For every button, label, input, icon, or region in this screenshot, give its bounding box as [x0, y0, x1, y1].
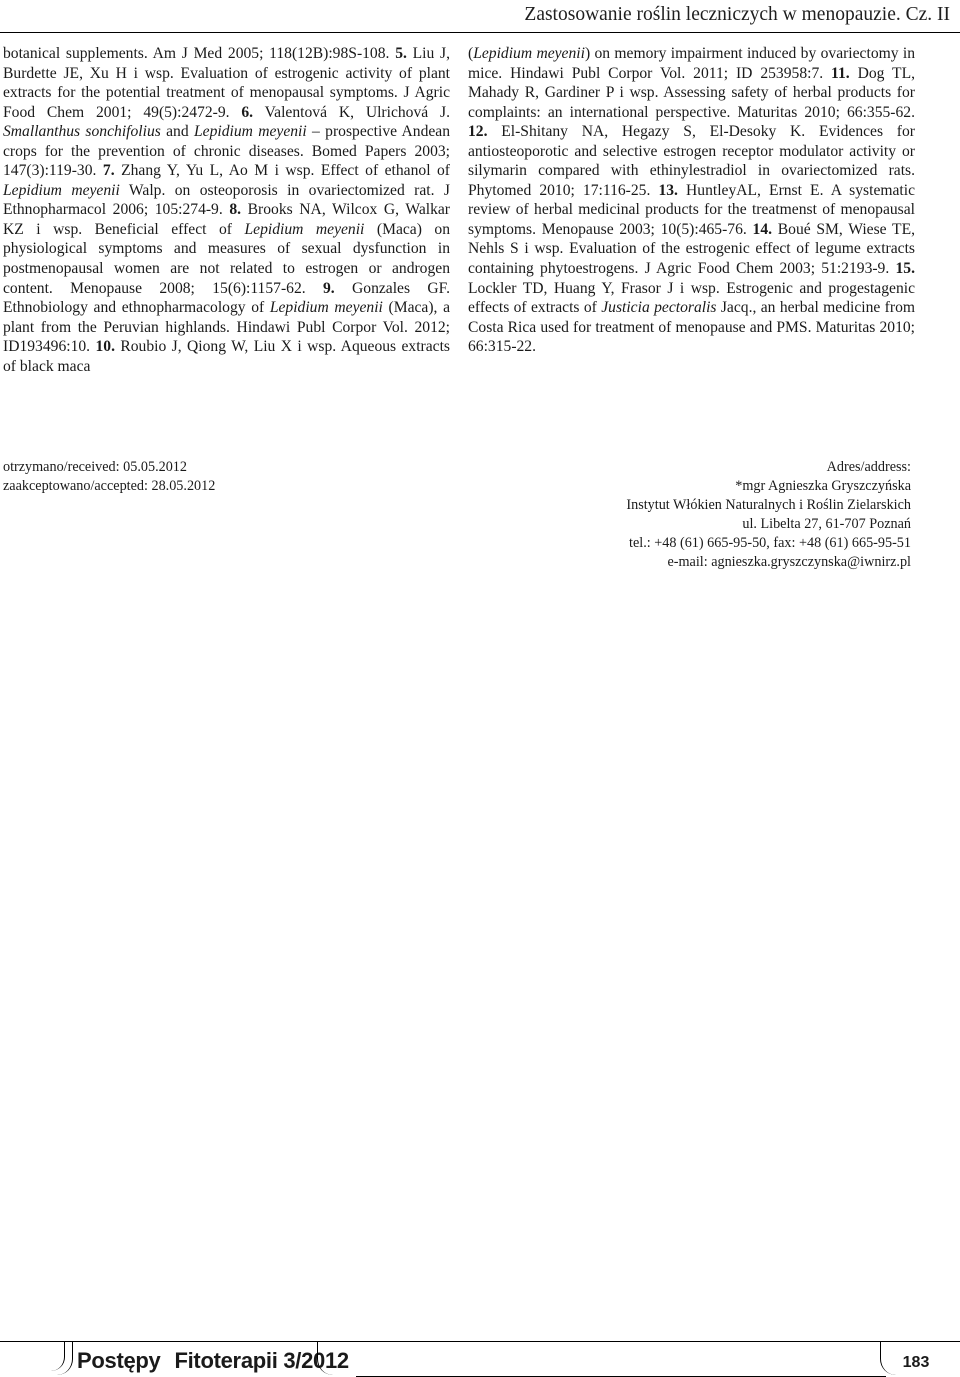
reference-text: – prospective Andean crops for the prevention of chronic diseases. Bomed Papers 2003; 147(3):119-30. [3, 123, 451, 180]
reference-number: 7. [102, 162, 115, 180]
reference-number: 15. [895, 260, 915, 278]
reference-text: El-Shitany NA, Hegazy S, El-Desoky K. Evidences for antiosteoporotic and selective estrogen receptor modulator activity or silymarin compared with ethinylestradiol in ovariectomized rats. Phytomed 2010; 17:116-25. [468, 123, 915, 199]
journal-title-issue: Fitoterapii 3/2012 [174, 1348, 349, 1373]
species-name: Lepidium meyenii [269, 299, 383, 317]
reference-text: Gonzales GF. Ethnobiology and ethnopharmacology of [3, 279, 450, 317]
journal-title [77, 1348, 349, 1374]
reference-text: and [160, 123, 194, 141]
reference-text: ( [468, 45, 474, 62]
reference-text: Liu J, Burdette JE, Xu H i wsp. Evaluation of estrogenic activity of plant extracts for the potential treatment of menopausal symptoms. J Agric Food Chem 2001; 49(5):2472-9. [3, 45, 450, 121]
reference-text: Lockler TD, Huang Y, Frasor J i wsp. Estrogenic and progestagenic effects of extracts of [468, 279, 915, 317]
correspondence-address [626, 458, 911, 572]
email-address: e-mail: agnieszka.gryszczynska@iwnirz.pl [667, 554, 911, 570]
species-name: Lepidium meyenii [193, 123, 307, 141]
footer-ornament-mid [317, 1341, 358, 1375]
reference-number: 9. [322, 279, 335, 297]
references-left-column [3, 44, 450, 376]
journal-title-word: Postępy [77, 1348, 161, 1373]
footer-ornament-left-inner [0, 1341, 65, 1371]
received-date: otrzymano/received: 05.05.2012 [3, 459, 187, 475]
reference-text: Zhang Y, Yu L, Ao M i wsp. Effect of ethanol of [114, 162, 450, 180]
reference-number: 11. [831, 64, 850, 82]
reference-number: 13. [658, 181, 678, 199]
species-name: Justicia pectoralis [601, 299, 717, 317]
reference-number: 14. [752, 220, 773, 238]
footer-rule [0, 1341, 960, 1342]
reference-text: HuntleyAL, Ernst E. A systematic review of herbal medicinal products for the treatmenst of menopausal symptoms. Menopause 2003; 10(5):465-76. [468, 181, 915, 238]
species-name: Lepidium meyenii [244, 220, 365, 238]
reference-4-tail: botanical supplements. Am J Med 2005; 118(12B):98S-108. [3, 45, 390, 62]
running-header: Zastosowanie roślin leczniczych w menopauzie. Cz. II [524, 4, 950, 25]
page-number: 183 [902, 1354, 930, 1371]
reference-number: 12. [468, 123, 488, 141]
reference-text: Dog TL, Mahady R, Gardiner P i wsp. Assessing safety of herbal products for complaints: an international perspective. Maturitas 2010; 66:355-62. [468, 64, 915, 121]
references-right-column [468, 44, 915, 357]
reference-number: 5. [395, 45, 407, 62]
reference-text: Walp. on osteoporosis in ovariectomized rat. J Ethnopharmacol 2006; 105:274-9. [3, 181, 450, 219]
reference-text: (Maca), a plant from the Peruvian highlands. Hindawi Publ Corpor Vol. 2012; ID193496:10. [3, 299, 450, 356]
reference-text: Roubio J, Qiong W, Liu X i wsp. Aqueous extracts of black maca [3, 338, 450, 375]
reference-text: Brooks NA, Wilcox G, Walkar KZ i wsp. Beneficial effect of [3, 201, 450, 238]
header-rule [0, 32, 960, 33]
species-name: Lepidium meyenii [3, 181, 120, 199]
reference-number: 8. [229, 201, 242, 219]
reference-number: 6. [241, 103, 254, 121]
street-address: ul. Libelta 27, 61-707 Poznań [742, 516, 911, 532]
reference-text: Boué SM, Wiese TE, Nehls S i wsp. Evaluation of the estrogenic effect of legume extracts containing phytoestrogens. J Agric Food Chem 2003; 51:2193-9. [468, 220, 915, 278]
reference-text: (Maca) on physiological symptoms and measures of sexual dysfunction in postmenopausal women are not related to estrogen or androgen content. Menopause 2008; 15(6):1157-62. [3, 220, 450, 297]
address-label: Adres/address: [826, 459, 911, 475]
institute-name: Instytut Włókien Naturalnych i Roślin Zielarskich [626, 497, 911, 513]
reference-number: 10. [95, 338, 115, 356]
reference-text: Valentová K, Ulrichová J. [253, 103, 450, 121]
phone-fax: tel.: +48 (61) 665-95-50, fax: +48 (61) 665-95-51 [629, 535, 911, 551]
reference-text: Jacq., an herbal medicine from Costa Rica used for treatment of menopause and PMS. Maturitas 2010; 66:315-22. [468, 299, 915, 356]
species-name: Lepidium meyenii [473, 45, 585, 62]
species-name: Smallanthus sonchifolius [3, 123, 161, 141]
accepted-date: zaakceptowano/accepted: 28.05.2012 [3, 478, 216, 494]
author-name: *mgr Agnieszka Gryszczyńska [735, 478, 911, 494]
reference-text: ) on memory impairment induced by ovariectomy in mice. Hindawi Publ Corpor Vol. 2011; ID 253958:7. [468, 45, 916, 82]
submission-dates [3, 458, 215, 496]
